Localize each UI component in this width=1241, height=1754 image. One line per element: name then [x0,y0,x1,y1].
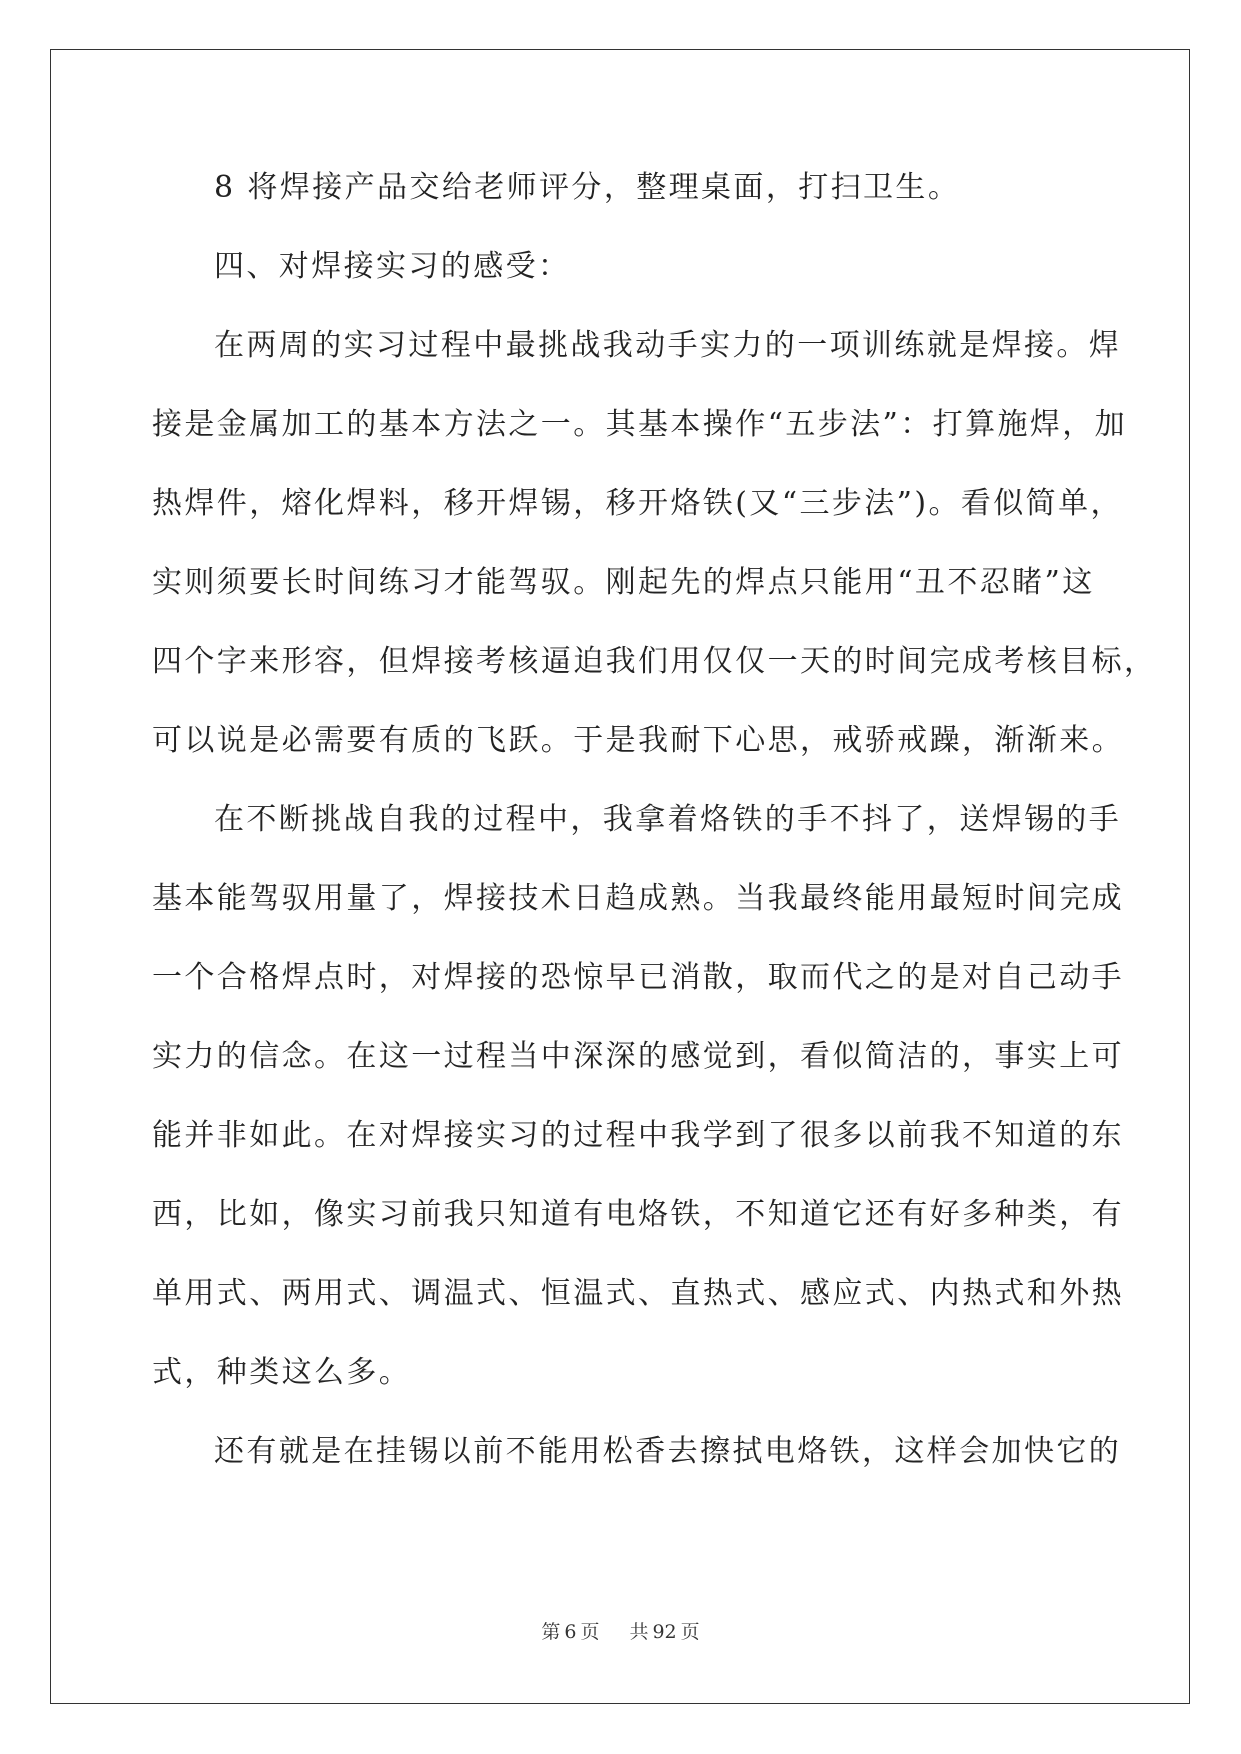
paragraph-line: 单用式、两用式、调温式、恒温式、直热式、感应式、内热式和外热 [152,1276,1124,1311]
total-suffix: 页 [680,1621,700,1643]
page-prefix: 第 [541,1621,561,1643]
page-suffix: 页 [580,1621,600,1643]
page-footer [0,1617,1241,1644]
paragraph-line: 实力的信念。在这一过程当中深深的感觉到，看似简洁的，事实上可 [152,1039,1124,1074]
paragraph-line: 热焊件，熔化焊料，移开焊锡，移开烙铁(又“三步法”)。看似简单， [152,486,1123,521]
paragraph-line: 基本能驾驭用量了，焊接技术日趋成熟。当我最终能用最短时间完成 [152,881,1124,916]
paragraph-line: 式，种类这么多。 [152,1355,412,1390]
document-body [152,168,1157,1511]
total-prefix: 共 [629,1621,649,1643]
paragraph-line: 在不断挑战自我的过程中，我拿着烙铁的手不抖了，送焊锡的手 [214,802,1122,837]
paragraph-line: 8 将焊接产品交给老师评分，整理桌面，打扫卫生。 [214,170,961,205]
paragraph-line: 还有就是在挂锡以前不能用松香去擦拭电烙铁，这样会加快它的 [214,1434,1122,1469]
total-pages: 92 [652,1621,677,1643]
section-heading: 四、对焊接实习的感受： [214,249,571,284]
paragraph-line: 实则须要长时间练习才能驾驭。刚起先的焊点只能用“丑不忍睹”这 [152,565,1095,600]
page-number: 6 [564,1621,577,1643]
paragraph-line: 能并非如此。在对焊接实习的过程中我学到了很多以前我不知道的东 [152,1118,1124,1153]
paragraph-line: 可以说是必需要有质的飞跃。于是我耐下心思，戒骄戒躁，渐渐来。 [152,723,1124,758]
paragraph-line: 四个字来形容，但焊接考核逼迫我们用仅仅一天的时间完成考核目标， [152,644,1157,679]
paragraph-line: 接是金属加工的基本方法之一。其基本操作“五步法”：打算施焊，加 [152,407,1128,442]
paragraph-line: 在两周的实习过程中最挑战我动手实力的一项训练就是焊接。焊 [214,328,1122,363]
paragraph-line: 一个合格焊点时，对焊接的恐惊早已消散，取而代之的是对自己动手 [152,960,1124,995]
paragraph-line: 西，比如，像实习前我只知道有电烙铁，不知道它还有好多种类，有 [152,1197,1124,1232]
